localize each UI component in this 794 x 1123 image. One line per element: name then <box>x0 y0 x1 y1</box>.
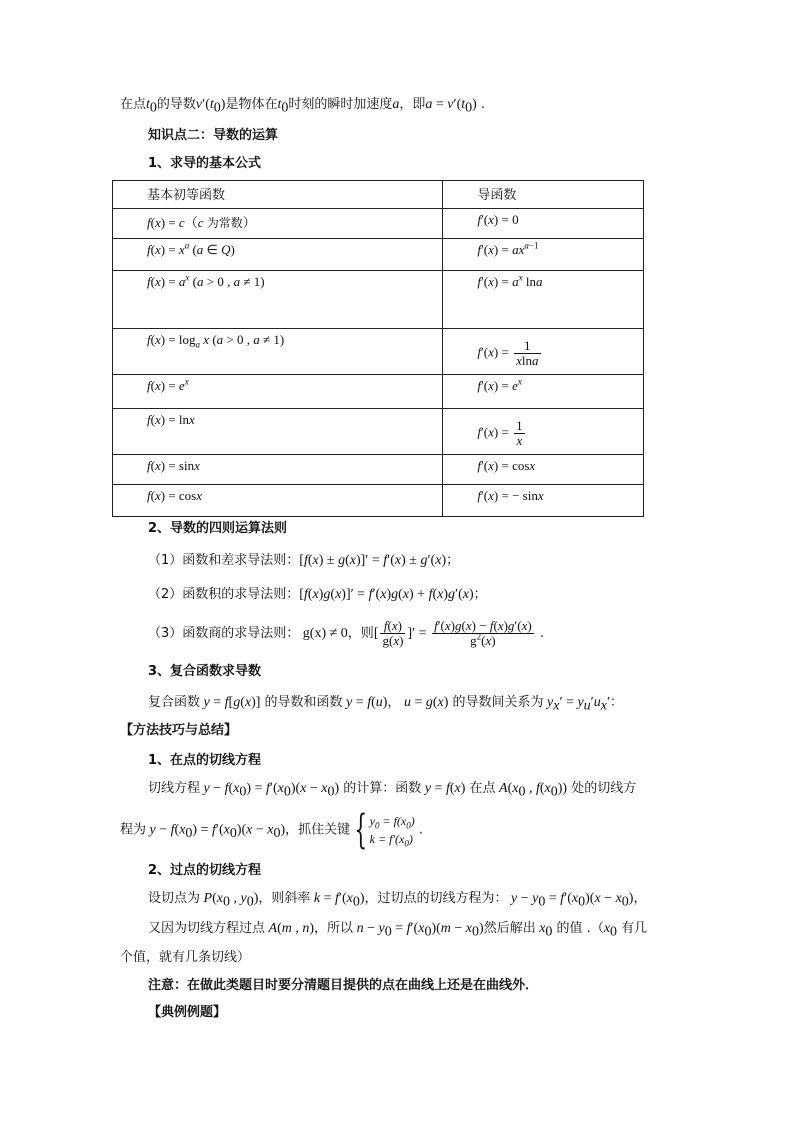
intro-line: 在点$t_0$的导数$v'(t_0)$是物体在$t_0$时刻的瞬时加速度a，即$a = v'(t_0)$ . <box>120 97 486 116</box>
table-cell-function: $f(x) = e^x$ <box>113 375 443 409</box>
method-2-text-cont: 又因为切线方程过点 A(m , n)，所以 $n - y_0 = f'(x_0)(m - x_0)$然后解出 $x_0$ 的值 $.(x_0$ 有几 <box>148 921 648 940</box>
rule-product: （2）函数积的求导法则：[f(x)g(x)]′ = f′(x)g(x) + f(x)g′(x)； <box>148 587 487 602</box>
method-title: 【方法技巧与总结】 <box>120 723 238 738</box>
rule-quotient: （3）函数商的求导法则： g(x) ≠ 0，则[ $\frac{f(x)}{g(x)}$ ]′ = $\frac{f'(x)g(x) - f(x)g'(x)}{g^2(x)}$ . <box>148 618 544 648</box>
method-2-text-end: 个值，就有几条切线） <box>120 950 251 965</box>
table-cell-function: $f(x) = x^a$ (a ∈ Q) <box>113 239 443 271</box>
table-header-row <box>113 181 644 209</box>
table-cell-derivative: f′(x) = $\frac{1}{x}$ <box>443 409 644 455</box>
table-cell-derivative: $f'(x) = a^x$ lna <box>443 271 644 329</box>
table-cell-function: f(x) = sinx <box>113 455 443 485</box>
note-text: 注意：在做此类题目时要分清题目提供的点在曲线上还是在曲线外． <box>148 978 539 993</box>
table-cell-function: f(x) = c（c 为常数） <box>113 209 443 239</box>
table-row <box>113 271 644 329</box>
rule-sum: （1）函数和差求导法则：[f(x) ± g(x)]′ = f′(x) ± g′(x)； <box>148 553 460 568</box>
table-cell-derivative: $f'(x) = e^x$ <box>443 375 644 409</box>
subsection-title-composite: 3、复合函数求导数 <box>148 664 262 679</box>
method-2-title: 2、过点的切线方程 <box>148 863 262 878</box>
method-1-text: 切线方程 $y - f(x_0) = f'(x_0)(x - x_0)$ 的计算：函数 y = f(x) 在点 $A(x_0$ , $f(x_0)$) 处的切线方 <box>148 781 637 800</box>
table-header: 基本初等函数 <box>113 181 443 209</box>
method-1-title: 1、在点的切线方程 <box>148 753 262 768</box>
method-1-text-cont: 程为 $y - f(x_0) = f'(x_0)(x - x_0)$，抓住关键 { $y_0 = f(x_0)$ $k = f'(x_0)$ . <box>120 807 423 853</box>
table-row <box>113 455 644 485</box>
table-row <box>113 409 644 455</box>
table-cell-derivative: $f'(x) = ax^{a-1}$ <box>443 239 644 271</box>
derivative-table <box>112 180 644 517</box>
table-header: 导函数 <box>443 181 644 209</box>
table-cell-function: $f(x) = a^x$ (a > 0 , a ≠ 1) <box>113 271 443 329</box>
subsection-title-formulas: 1、求导的基本公式 <box>148 156 262 171</box>
table-cell-derivative: f′(x) = − sinx <box>443 485 644 517</box>
table-row <box>113 485 644 517</box>
table-cell-derivative: f′(x) = 0 <box>443 209 644 239</box>
table-row <box>113 209 644 239</box>
table-row <box>113 375 644 409</box>
subsection-title-rules: 2、导数的四则运算法则 <box>148 521 288 536</box>
table-row <box>113 239 644 271</box>
table-cell-function: $f(x) = \log_a x$ (a > 0 , a ≠ 1) <box>113 329 443 375</box>
table-cell-derivative: f′(x) = cosx <box>443 455 644 485</box>
method-2-text: 设切点为 $P(x_0$ , $y_0$)，则斜率 $k = f'(x_0)$，过切点的切线方程为： $y - y_0 = f'(x_0)(x - x_0)$， <box>148 891 647 910</box>
table-cell-derivative: f′(x) = $\frac{1}{xlna}$ <box>443 329 644 375</box>
table-cell-function: f(x) = lnx <box>113 409 443 455</box>
section-title: 知识点二：导数的运算 <box>148 128 279 143</box>
example-title: 【典例例题】 <box>148 1005 227 1020</box>
table-cell-function: f(x) = cosx <box>113 485 443 517</box>
composite-text: 复合函数 y = f[g(x)] 的导数和函数 y = f(u)， u = g(x) 的导数间关系为 $y_x' = y_u'u_x'$： <box>148 695 624 714</box>
table-row <box>113 329 644 375</box>
